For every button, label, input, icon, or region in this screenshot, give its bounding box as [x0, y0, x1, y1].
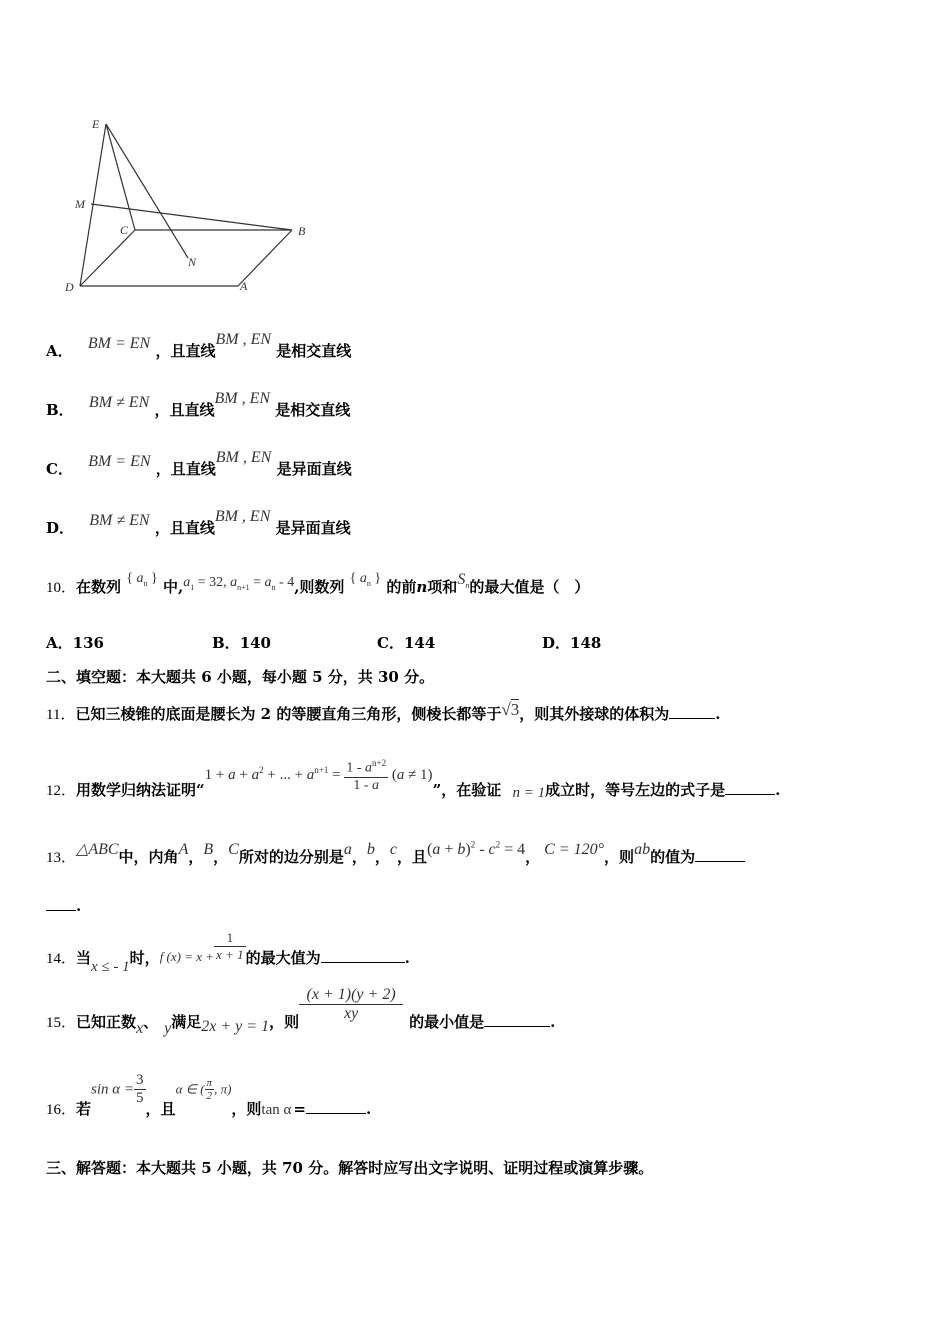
- q10-option-d: D．148: [542, 634, 602, 652]
- angle-c: C = 120°: [544, 841, 605, 858]
- condition-x: x ≤ - 1: [91, 958, 130, 975]
- edge-EC: [106, 124, 135, 230]
- edge-AB: [238, 230, 292, 286]
- section-3-heading: 三、解答题：本大题共 5 小题，共 70 分。解答时应写出文字说明、证明过程或演算步骤。: [46, 1159, 654, 1177]
- label-M: M: [75, 197, 85, 211]
- q10-option-a: A．136: [46, 634, 104, 652]
- label-E: E: [92, 117, 100, 131]
- label-D: D: [65, 280, 74, 294]
- q9-a-lines: BM , EN: [215, 331, 272, 348]
- q9-d-relation: BM ≠ EN: [89, 512, 150, 529]
- q9-c-lines: BM , EN: [215, 449, 272, 466]
- question-11: 11．已知三棱锥的底面是腰长为 2 的等腰直角三角形，侧棱长都等于√3，则其外接球的体积为 .: [46, 700, 721, 723]
- q9-option-b: B． BM ≠ EN ，且直线BM , EN 是相交直线: [46, 390, 351, 419]
- n-equals-1: n = 1: [512, 785, 546, 802]
- edge-EN: [106, 124, 188, 258]
- question-16: 16．若sin α = $\frac{3}{5}$ ，且α ∈ ( $\frac{\pi}{2}$ , π)，则tan α = .: [46, 1072, 372, 1118]
- question-14: 14．当x ≤ - 1时，f (x) = x + $\frac{1}{x + 1}$ 的最大值为 .: [46, 930, 410, 975]
- seq-an-2: { $a_n$ }: [349, 571, 382, 588]
- q9-option-d: D． BM ≠ EN ，且直线BM , EN 是异面直线: [46, 508, 351, 537]
- condition-2x-y: 2x + y = 1: [201, 1017, 270, 1035]
- question-15: 15．已知正数x、 y满足2x + y = 1，则 $\frac{(x + 1)(y + 2)}{xy}$ 的最小值是 .: [46, 986, 556, 1037]
- q10-option-c: C．144: [377, 634, 436, 652]
- triangle-abc: △ABC: [76, 841, 119, 858]
- label-B: B: [298, 224, 306, 238]
- q9-d-lines: BM , EN: [214, 508, 271, 525]
- geometry-figure: [60, 112, 320, 302]
- q9-option-a: A． BM = EN ，且直线BM , EN 是相交直线: [46, 331, 352, 360]
- recurrence: $a_1 = 32$, $a_{n+1} = a_n - 4$: [183, 575, 295, 592]
- label-A: A: [240, 279, 248, 293]
- section-2-heading: 二、填空题：本大题共 6 小题，每小题 5 分，共 30 分。: [46, 668, 435, 686]
- sum-sn: $S_n$: [457, 571, 470, 591]
- q9-option-c: C． BM = EN ，且直线BM , EN 是异面直线: [46, 449, 352, 478]
- question-10: 10．在数列 { $a_n$ } 中$,a_1 = 32$, $a_{n+1} = a_n - 4$,则数列 { $a_n$ } 的前n项和$S_n$的最大值是（ ）: [46, 571, 590, 596]
- question-13-cont: .: [46, 897, 81, 915]
- q9-b-lines: BM , EN: [214, 390, 271, 407]
- question-12: 12．用数学归纳法证明“$1 + a + a^2$ + ... + $a^{n+1}$ = $\frac{1 - a^{n+2}}{1 - a}$ (a ≠ 1)”，在验证 n = 1成立时，等号左边的式子是 .: [46, 758, 781, 802]
- question-13: 13．△ABC中，内角A，B，C所对的边分别是a，b，c，且$(a + b)^2 - c^2 = 4$， C = 120°，则ab的值为: [46, 838, 745, 859]
- q9-a-relation: BM = EN: [87, 335, 151, 352]
- label-C: C: [120, 223, 129, 237]
- induction-formula: $1 + a + a^2$ + ... + $a^{n+1}$ = $\frac{1 - a^{n+2}}{1 - a}$ (a ≠ 1): [204, 758, 433, 793]
- condition-1: $(a + b)^2 - c^2 = 4$: [427, 839, 526, 858]
- q9-b-relation: BM ≠ EN: [88, 394, 150, 411]
- q9-c-relation: BM = EN: [88, 453, 151, 470]
- edge-CD: [80, 230, 135, 286]
- seq-an-1: { $a_n$ }: [126, 571, 158, 588]
- sqrt-3: √3: [501, 700, 520, 719]
- label-N: N: [188, 255, 197, 269]
- q10-option-b: B．140: [212, 634, 271, 652]
